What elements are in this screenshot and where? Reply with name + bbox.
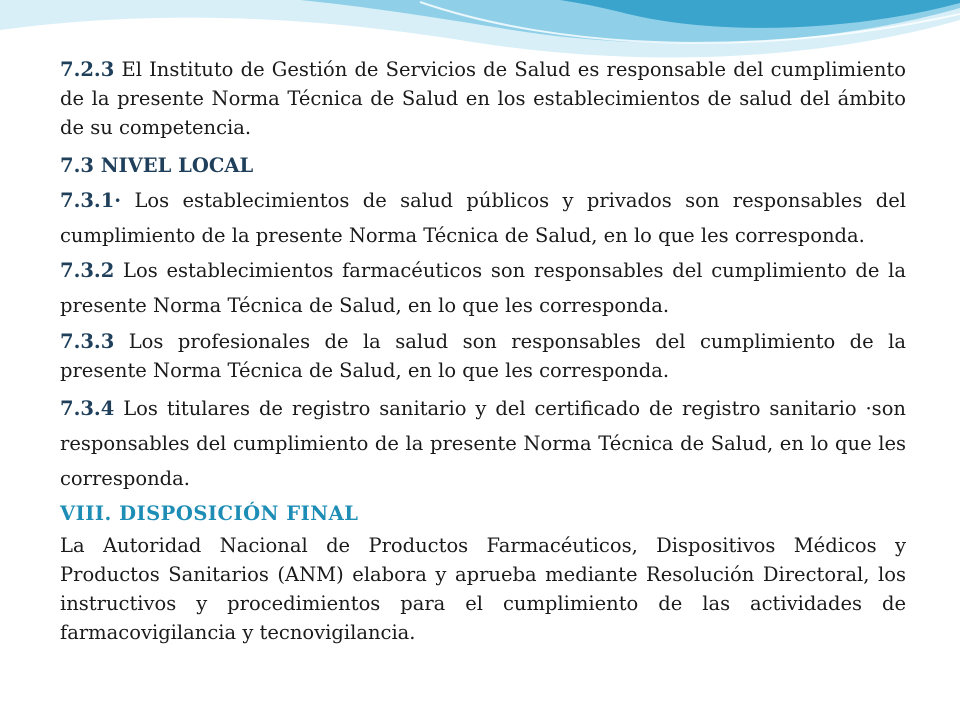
clause-text: El Instituto de Gestión de Servicios de Salud es responsable del cumplimiento de la presente Norma Técnica de Salud en los establecimientos de salud del ámbito de su competencia. bbox=[60, 58, 906, 139]
clause-number: 7.3.3 bbox=[60, 330, 115, 353]
clause-number: 7.3.1· bbox=[60, 189, 122, 212]
paragraph-7-3-1 bbox=[60, 183, 906, 253]
clause-text: Los titulares de registro sanitario y del certificado de registro sanitario ·son responsables del cumplimiento de la presente Norma Técnica de Salud, en lo que les corresponda. bbox=[60, 397, 906, 490]
paragraph-7-2-3 bbox=[60, 55, 906, 142]
paragraph-7-3-4 bbox=[60, 391, 906, 496]
paragraph-7-3-2 bbox=[60, 253, 906, 323]
clause-number: 7.3.2 bbox=[60, 259, 115, 282]
heading-nivel-local: 7.3 NIVEL LOCAL bbox=[60, 154, 254, 177]
document-body bbox=[60, 55, 906, 647]
clause-number: 7.2.3 bbox=[60, 58, 115, 81]
clause-text: La Autoridad Nacional de Productos Farmacéuticos, Dispositivos Médicos y Productos Sanitarios (ANM) elabora y aprueba mediante Resolución Directoral, los instructivos y procedimientos para el cumplimiento de las actividades de farmacovigilancia y tecnovigilancia. bbox=[60, 534, 906, 644]
clause-text: Los establecimientos farmacéuticos son responsables del cumplimiento de la presente Norma Técnica de Salud, en lo que les corresponda. bbox=[60, 259, 906, 317]
clause-text: Los establecimientos de salud públicos y privados son responsables del cumplimiento de la presente Norma Técnica de Salud, en lo que les corresponda. bbox=[60, 189, 906, 247]
clause-number: 7.3.4 bbox=[60, 397, 115, 420]
paragraph-7-3-3 bbox=[60, 327, 906, 385]
clause-text: Los profesionales de la salud son responsables del cumplimiento de la presente Norma Técnica de Salud, en lo que les corresponda. bbox=[60, 330, 906, 382]
heading-disposicion-final: VIII. DISPOSICIÓN FINAL bbox=[60, 502, 359, 525]
paragraph-disposicion-final bbox=[60, 531, 906, 647]
